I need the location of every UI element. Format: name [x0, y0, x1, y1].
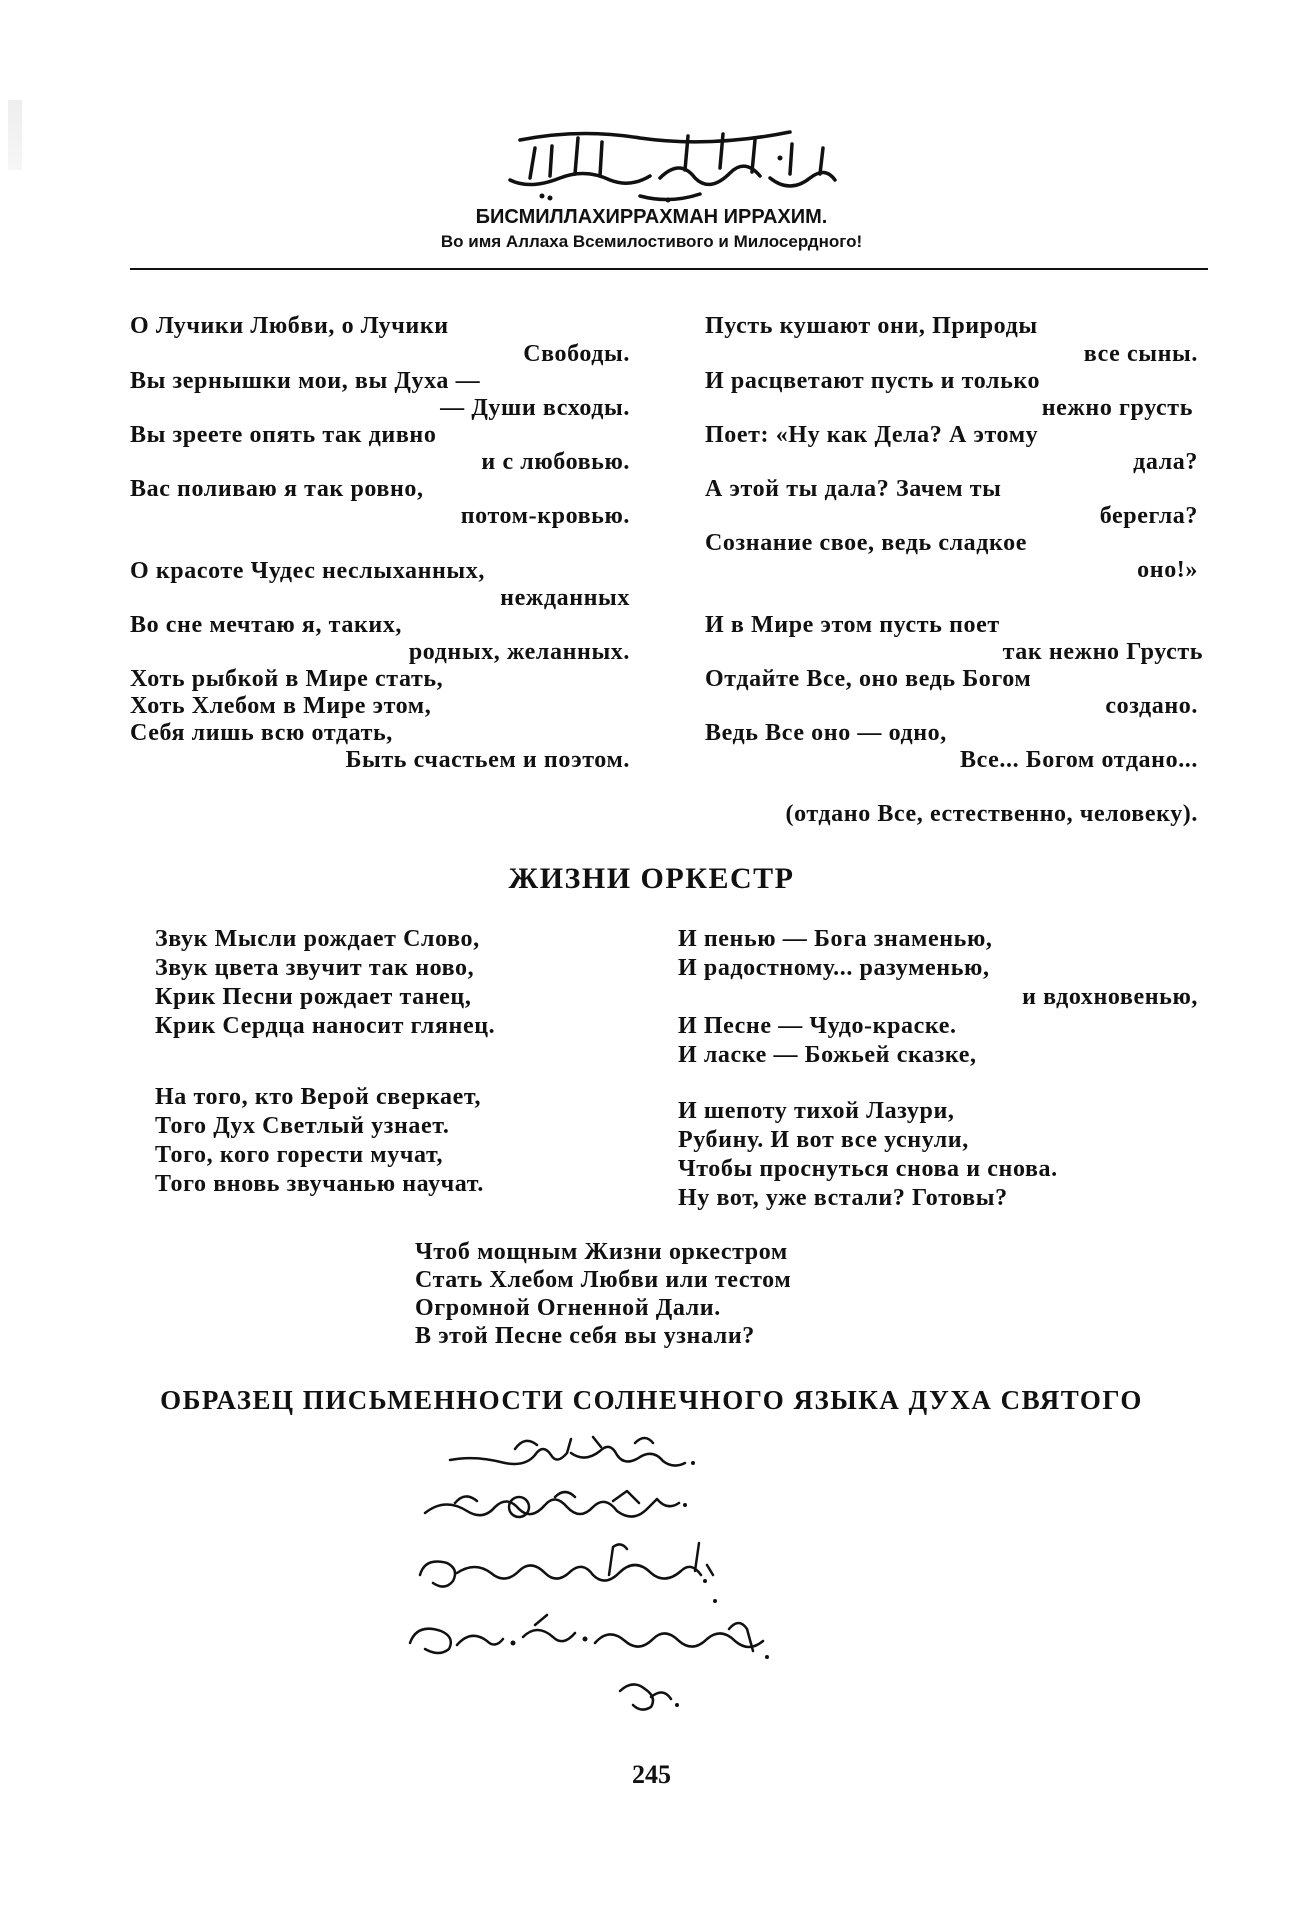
verse-line: оно!»: [1137, 557, 1198, 583]
verse-line: И в Мире этом пусть поет: [705, 612, 1000, 638]
verse-line: все сыны.: [1083, 341, 1198, 367]
verse-line: О Лучики Любви, о Лучики: [130, 313, 449, 339]
verse-line: Того вновь звучанью научат.: [155, 1171, 484, 1197]
header-divider: [130, 268, 1208, 270]
verse-line: О красоте Чудес неслыханных,: [130, 558, 485, 584]
verse-line: Крик Песни рождает танец,: [155, 984, 472, 1010]
verse-line: и с любовью.: [481, 449, 630, 475]
verse-line: Крик Сердца наносит глянец.: [155, 1013, 496, 1039]
verse-line: Чтобы проснуться снова и снова.: [678, 1156, 1058, 1182]
verse-line: Огромной Огненной Дали.: [415, 1295, 721, 1321]
verse-line: Ведь Все оно — одно,: [705, 720, 947, 746]
verse-line: — Души всходы.: [440, 395, 630, 421]
verse-line: Хоть Хлебом в Мире этом,: [130, 693, 432, 719]
verse-line: Сознание свое, ведь сладкое: [705, 530, 1027, 556]
verse-line: Свободы.: [523, 341, 630, 367]
verse-line: И радостному... разуменью,: [678, 955, 990, 981]
verse-line: Все... Богом отдано...: [960, 747, 1198, 773]
script-sample-title: ОБРАЗЕЦ ПИСЬМЕННОСТИ СОЛНЕЧНОГО ЯЗЫКА ДУХА СВЯТОГО: [160, 1385, 1143, 1415]
verse-line: берегла?: [1099, 503, 1198, 529]
bismillah-translation: Во имя Аллаха Всемилостивого и Милосердного!: [440, 232, 863, 251]
verse-line: Вы зернышки мои, вы Духа —: [130, 368, 481, 394]
verse-line: И ласке — Божьей сказке,: [678, 1042, 977, 1068]
verse-line: нежданных: [500, 585, 630, 611]
verse-line: Быть счастьем и поэтом.: [345, 747, 630, 773]
verse-line: родных, желанных.: [408, 639, 630, 665]
verse-line: Вы зреете опять так дивно: [130, 422, 437, 448]
verse-line: Рубину. И вот все уснули,: [678, 1127, 969, 1153]
verse-line: и вдохновенью,: [1022, 984, 1198, 1010]
verse-line: И расцветают пусть и только: [705, 368, 1041, 394]
bismillah-calligraphy: [490, 118, 850, 208]
verse-line: На того, кто Верой сверкает,: [155, 1084, 482, 1110]
verse-line: Себя лишь всю отдать,: [130, 720, 393, 746]
verse-line: Вас поливаю я так ровно,: [130, 476, 424, 502]
verse-line: создано.: [1105, 693, 1198, 719]
verse-line: Чтоб мощным Жизни оркестром: [415, 1239, 788, 1265]
verse-line: Того, кого горести мучат,: [155, 1142, 444, 1168]
verse-line: Звук Мысли рождает Слово,: [155, 926, 480, 952]
verse-line: Во сне мечтаю я, таких,: [130, 612, 403, 638]
bismillah-transliteration: БИСМИЛЛАХИРРАХМАН ИРРАХИМ.: [475, 206, 828, 228]
poem1-closing-line: (отдано Все, естественно, человеку).: [785, 801, 1198, 827]
verse-line: Звук цвета звучит так ново,: [155, 955, 475, 981]
verse-line: потом-кровью.: [460, 503, 630, 529]
verse-line: В этой Песне себя вы узнали?: [415, 1323, 755, 1349]
verse-line: Того Дух Светлый узнает.: [155, 1113, 450, 1139]
verse-line: Отдайте Все, оно ведь Богом: [705, 666, 1032, 692]
verse-line: Стать Хлебом Любви или тестом: [415, 1267, 792, 1293]
verse-line: А этой ты дала? Зачем ты: [705, 476, 1002, 502]
verse-line: Пусть кушают они, Природы: [705, 313, 1038, 339]
verse-line: Хоть рыбкой в Мире стать,: [130, 666, 444, 692]
verse-line: так нежно Грусть: [1002, 639, 1203, 665]
poem2-title: ЖИЗНИ ОРКЕСТР: [508, 862, 795, 895]
page-number: 245: [632, 1760, 671, 1789]
verse-line: Ну вот, уже встали? Готовы?: [678, 1185, 1008, 1211]
verse-line: нежно грусть: [1041, 395, 1193, 421]
verse-line: дала?: [1133, 449, 1198, 475]
handwritten-script-sample: [395, 1425, 865, 1725]
verse-line: Поет: «Ну как Дела? А этому: [705, 422, 1039, 448]
scan-edge-mark: [8, 100, 22, 170]
verse-line: И шепоту тихой Лазури,: [678, 1098, 955, 1124]
verse-line: И пенью — Бога знаменью,: [678, 926, 993, 952]
verse-line: И Песне — Чудо-краске.: [678, 1013, 957, 1039]
